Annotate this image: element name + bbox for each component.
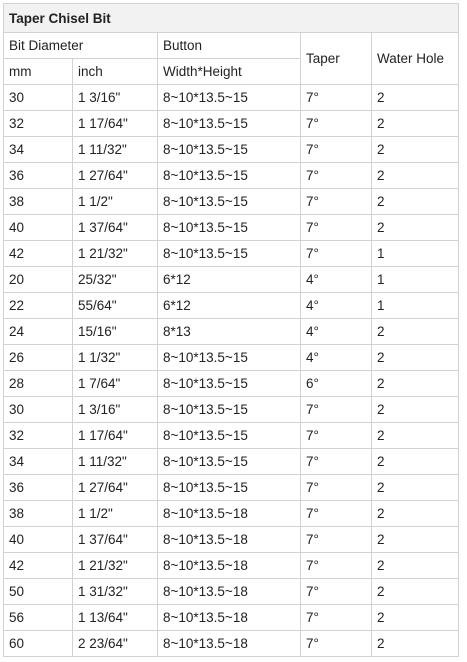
table-row [4,241,459,267]
cell-mm: 20 [4,267,73,293]
cell-inch: 1 37/64" [73,527,158,553]
cell-taper: 7° [301,163,372,189]
table-row [4,553,459,579]
cell-taper: 4° [301,345,372,371]
cell-mm: 42 [4,241,73,267]
cell-water-hole: 2 [372,501,459,527]
cell-taper: 7° [301,605,372,631]
cell-inch: 1 31/32" [73,579,158,605]
cell-inch: 25/32" [73,267,158,293]
cell-inch: 1 1/32" [73,345,158,371]
cell-inch: 1 1/2" [73,189,158,215]
table-row [4,501,459,527]
table-row [4,475,459,501]
cell-taper: 7° [301,189,372,215]
cell-taper: 7° [301,215,372,241]
cell-taper: 7° [301,475,372,501]
cell-inch: 15/16" [73,319,158,345]
cell-inch: 1 37/64" [73,215,158,241]
cell-mm: 60 [4,631,73,657]
cell-inch: 1 21/32" [73,553,158,579]
table-row [4,163,459,189]
cell-width-height: 8~10*13.5~15 [158,475,301,501]
cell-inch: 1 13/64" [73,605,158,631]
cell-water-hole: 1 [372,267,459,293]
cell-width-height: 8~10*13.5~15 [158,371,301,397]
table-row [4,371,459,397]
cell-inch: 1 11/32" [73,137,158,163]
cell-inch: 1 17/64" [73,423,158,449]
table-row [4,605,459,631]
cell-width-height: 6*12 [158,267,301,293]
cell-width-height: 8*13 [158,319,301,345]
cell-width-height: 8~10*13.5~15 [158,449,301,475]
cell-mm: 42 [4,553,73,579]
cell-mm: 36 [4,163,73,189]
header-inch: inch [73,59,158,85]
cell-width-height: 8~10*13.5~15 [158,423,301,449]
cell-width-height: 8~10*13.5~18 [158,631,301,657]
cell-water-hole: 2 [372,85,459,111]
cell-taper: 7° [301,501,372,527]
cell-taper: 7° [301,85,372,111]
cell-mm: 32 [4,423,73,449]
cell-water-hole: 2 [372,345,459,371]
table-row [4,449,459,475]
table-row [4,345,459,371]
cell-mm: 30 [4,85,73,111]
cell-width-height: 8~10*13.5~15 [158,241,301,267]
cell-taper: 7° [301,241,372,267]
cell-mm: 34 [4,137,73,163]
cell-width-height: 8~10*13.5~18 [158,527,301,553]
cell-inch: 1 3/16" [73,85,158,111]
cell-taper: 7° [301,423,372,449]
cell-width-height: 8~10*13.5~18 [158,501,301,527]
title-row [4,4,459,33]
cell-taper: 7° [301,111,372,137]
cell-width-height: 8~10*13.5~15 [158,189,301,215]
cell-width-height: 8~10*13.5~15 [158,397,301,423]
cell-water-hole: 1 [372,293,459,319]
cell-width-height: 6*12 [158,293,301,319]
header-taper: Taper [301,33,372,85]
cell-mm: 40 [4,527,73,553]
cell-mm: 40 [4,215,73,241]
cell-inch: 1 3/16" [73,397,158,423]
cell-water-hole: 2 [372,215,459,241]
cell-mm: 34 [4,449,73,475]
cell-mm: 38 [4,501,73,527]
cell-mm: 38 [4,189,73,215]
cell-water-hole: 2 [372,371,459,397]
cell-width-height: 8~10*13.5~15 [158,85,301,111]
cell-water-hole: 2 [372,189,459,215]
header-bit-diameter: Bit Diameter [4,33,158,59]
cell-mm: 26 [4,345,73,371]
cell-mm: 30 [4,397,73,423]
cell-taper: 4° [301,267,372,293]
cell-water-hole: 2 [372,631,459,657]
cell-mm: 24 [4,319,73,345]
cell-inch: 1 17/64" [73,111,158,137]
cell-taper: 7° [301,631,372,657]
header-mm: mm [4,59,73,85]
cell-mm: 22 [4,293,73,319]
table-row [4,579,459,605]
header-water-hole: Water Hole [372,33,459,85]
cell-water-hole: 2 [372,111,459,137]
table-title: Taper Chisel Bit [4,4,459,33]
header-width-height: Width*Height [158,59,301,85]
cell-width-height: 8~10*13.5~15 [158,345,301,371]
cell-width-height: 8~10*13.5~15 [158,215,301,241]
cell-inch: 1 7/64" [73,371,158,397]
cell-mm: 56 [4,605,73,631]
cell-water-hole: 2 [372,137,459,163]
cell-taper: 7° [301,137,372,163]
cell-water-hole: 2 [372,423,459,449]
table-row [4,527,459,553]
cell-water-hole: 2 [372,475,459,501]
cell-water-hole: 1 [372,241,459,267]
cell-taper: 7° [301,553,372,579]
cell-water-hole: 2 [372,397,459,423]
cell-width-height: 8~10*13.5~18 [158,553,301,579]
cell-width-height: 8~10*13.5~18 [158,605,301,631]
cell-taper: 7° [301,527,372,553]
cell-inch: 55/64" [73,293,158,319]
cell-taper: 4° [301,319,372,345]
table-row [4,319,459,345]
cell-water-hole: 2 [372,527,459,553]
cell-taper: 4° [301,293,372,319]
cell-taper: 7° [301,579,372,605]
cell-inch: 1 27/64" [73,475,158,501]
cell-water-hole: 2 [372,163,459,189]
cell-width-height: 8~10*13.5~18 [158,579,301,605]
cell-inch: 1 11/32" [73,449,158,475]
cell-taper: 6° [301,371,372,397]
cell-mm: 32 [4,111,73,137]
cell-taper: 7° [301,397,372,423]
table-row [4,189,459,215]
cell-inch: 1 21/32" [73,241,158,267]
cell-inch: 1 1/2" [73,501,158,527]
cell-mm: 28 [4,371,73,397]
cell-width-height: 8~10*13.5~15 [158,111,301,137]
table-row [4,267,459,293]
table-row [4,215,459,241]
cell-inch: 2 23/64" [73,631,158,657]
cell-taper: 7° [301,449,372,475]
cell-inch: 1 27/64" [73,163,158,189]
table-row [4,137,459,163]
table-row [4,85,459,111]
cell-width-height: 8~10*13.5~15 [158,137,301,163]
header-row-1 [4,33,459,59]
cell-water-hole: 2 [372,605,459,631]
taper-chisel-bit-table [3,3,459,657]
table-row [4,397,459,423]
table-row [4,111,459,137]
cell-water-hole: 2 [372,579,459,605]
cell-mm: 36 [4,475,73,501]
cell-water-hole: 2 [372,553,459,579]
cell-water-hole: 2 [372,449,459,475]
header-button: Button [158,33,301,59]
cell-mm: 50 [4,579,73,605]
table-row [4,423,459,449]
table-row [4,631,459,657]
cell-width-height: 8~10*13.5~15 [158,163,301,189]
cell-water-hole: 2 [372,319,459,345]
table-row [4,293,459,319]
